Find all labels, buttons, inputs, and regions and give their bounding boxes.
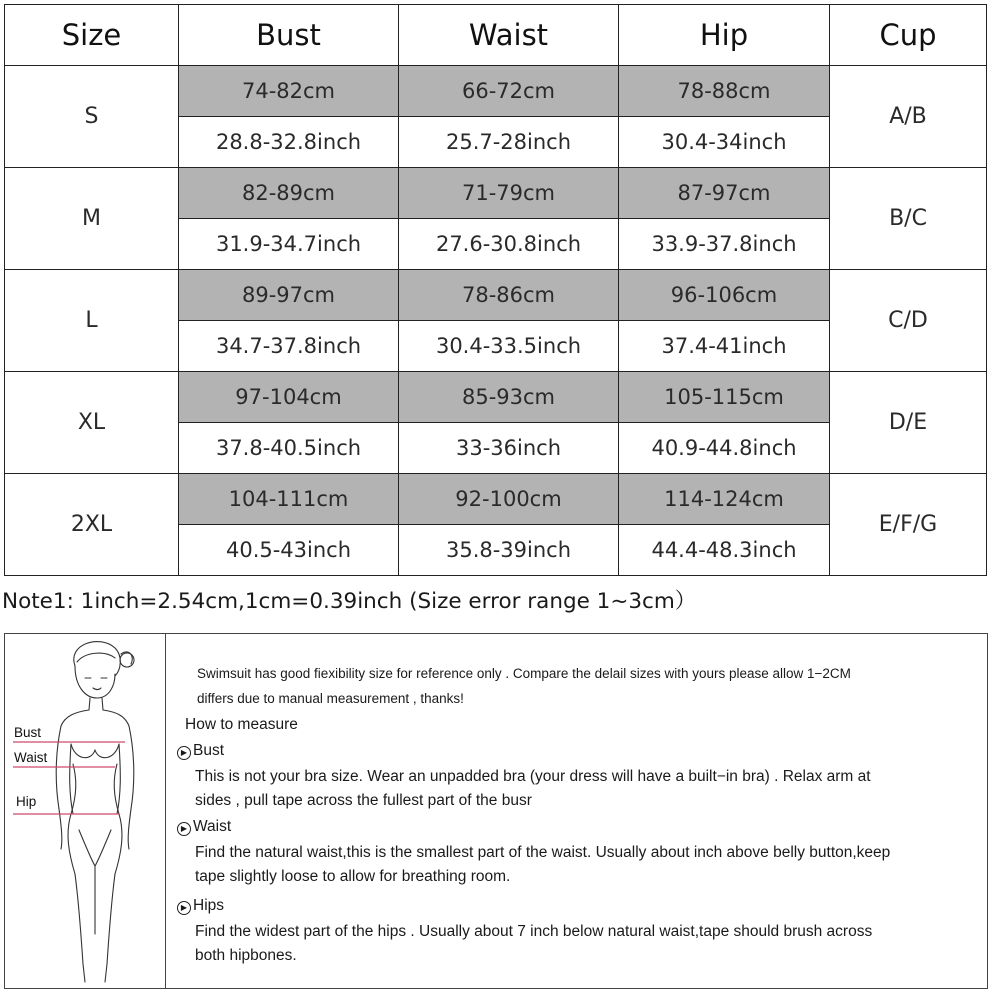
- waist-inch-cell: 30.4-33.5inch: [399, 321, 619, 372]
- hip-inch-cell: 37.4-41inch: [619, 321, 830, 372]
- size-label: S: [5, 66, 179, 168]
- table-row-cm: [5, 66, 987, 117]
- waist-figure-label: Waist: [14, 750, 48, 765]
- table-row-cm: [5, 270, 987, 321]
- arrow-bullet-icon: ▶: [177, 822, 191, 836]
- body-figure-illustration: [5, 634, 163, 988]
- waist-title-text: Waist: [193, 818, 232, 835]
- how-to-measure-heading: How to measure: [185, 716, 298, 733]
- hip-figure-label: Hip: [16, 794, 37, 809]
- waist-cm-cell: 71-79cm: [399, 168, 619, 219]
- bust-inch-cell: 31.9-34.7inch: [179, 219, 399, 270]
- bust-inch-cell: 40.5-43inch: [179, 525, 399, 576]
- bust-inch-cell: 34.7-37.8inch: [179, 321, 399, 372]
- waist-text-line-1: Find the natural waist,this is the smallest part of the waist. Usually about inch above belly button,keep: [195, 844, 891, 861]
- bust-section-title: [177, 742, 224, 760]
- header-waist: Waist: [399, 5, 619, 66]
- header-size: Size: [5, 5, 179, 66]
- waist-cm-cell: 92-100cm: [399, 474, 619, 525]
- table-row-cm: [5, 168, 987, 219]
- conversion-note: Note1: 1inch=2.54cm,1cm=0.39inch (Size error range 1~3cm）: [2, 589, 697, 614]
- size-label: L: [5, 270, 179, 372]
- waist-inch-cell: 27.6-30.8inch: [399, 219, 619, 270]
- bust-inch-cell: 28.8-32.8inch: [179, 117, 399, 168]
- bust-cm-cell: 74-82cm: [179, 66, 399, 117]
- figure-panel: [5, 634, 166, 988]
- header-hip: Hip: [619, 5, 830, 66]
- waist-inch-cell: 25.7-28inch: [399, 117, 619, 168]
- intro-line-1: Swimsuit has good fiexibility size for reference only . Compare the delail sizes with yours please allow 1−2CM: [197, 666, 851, 681]
- waist-section-title: [177, 818, 231, 836]
- hips-title-text: Hips: [193, 897, 225, 914]
- table-row-cm: [5, 372, 987, 423]
- hip-cm-cell: 114-124cm: [619, 474, 830, 525]
- size-label: 2XL: [5, 474, 179, 576]
- bust-inch-cell: 37.8-40.5inch: [179, 423, 399, 474]
- arrow-bullet-icon: ▶: [177, 746, 191, 760]
- waist-cm-cell: 66-72cm: [399, 66, 619, 117]
- bust-cm-cell: 82-89cm: [179, 168, 399, 219]
- size-label: XL: [5, 372, 179, 474]
- measuring-instructions: [177, 634, 987, 988]
- cup-label: C/D: [830, 270, 987, 372]
- bust-text-line-1: This is not your bra size. Wear an unpadded bra (your dress will have a built−in bra) . Relax arm at: [195, 768, 871, 785]
- bust-cm-cell: 89-97cm: [179, 270, 399, 321]
- table-header-row: [5, 5, 987, 66]
- hips-text-line-1: Find the widest part of the hips . Usually about 7 inch below natural waist,tape should brush across: [195, 923, 873, 940]
- table-row-cm: [5, 474, 987, 525]
- size-chart-table: [4, 4, 987, 576]
- header-cup: Cup: [830, 5, 987, 66]
- cup-label: D/E: [830, 372, 987, 474]
- cup-label: E/F/G: [830, 474, 987, 576]
- hip-cm-cell: 78-88cm: [619, 66, 830, 117]
- hip-cm-cell: 87-97cm: [619, 168, 830, 219]
- arrow-bullet-icon: ▶: [177, 901, 191, 915]
- cup-label: A/B: [830, 66, 987, 168]
- header-bust: Bust: [179, 5, 399, 66]
- bust-title-text: Bust: [193, 742, 225, 759]
- hip-inch-cell: 30.4-34inch: [619, 117, 830, 168]
- bust-cm-cell: 104-111cm: [179, 474, 399, 525]
- bust-cm-cell: 97-104cm: [179, 372, 399, 423]
- waist-text-line-2: tape slightly loose to allow for breathing room.: [195, 868, 511, 885]
- hip-inch-cell: 44.4-48.3inch: [619, 525, 830, 576]
- size-label: M: [5, 168, 179, 270]
- bust-text-line-2: sides , pull tape across the fullest part of the busr: [195, 792, 532, 809]
- waist-cm-cell: 85-93cm: [399, 372, 619, 423]
- intro-line-2: differs due to manual measurement , thanks!: [197, 691, 464, 706]
- measuring-guide-panel: [4, 633, 988, 989]
- hip-cm-cell: 105-115cm: [619, 372, 830, 423]
- bust-figure-label: Bust: [14, 725, 42, 740]
- cup-label: B/C: [830, 168, 987, 270]
- hips-section-title: [177, 897, 224, 915]
- waist-inch-cell: 33-36inch: [399, 423, 619, 474]
- waist-inch-cell: 35.8-39inch: [399, 525, 619, 576]
- hip-inch-cell: 33.9-37.8inch: [619, 219, 830, 270]
- hips-text-line-2: both hipbones.: [195, 947, 297, 964]
- waist-cm-cell: 78-86cm: [399, 270, 619, 321]
- hip-cm-cell: 96-106cm: [619, 270, 830, 321]
- hip-inch-cell: 40.9-44.8inch: [619, 423, 830, 474]
